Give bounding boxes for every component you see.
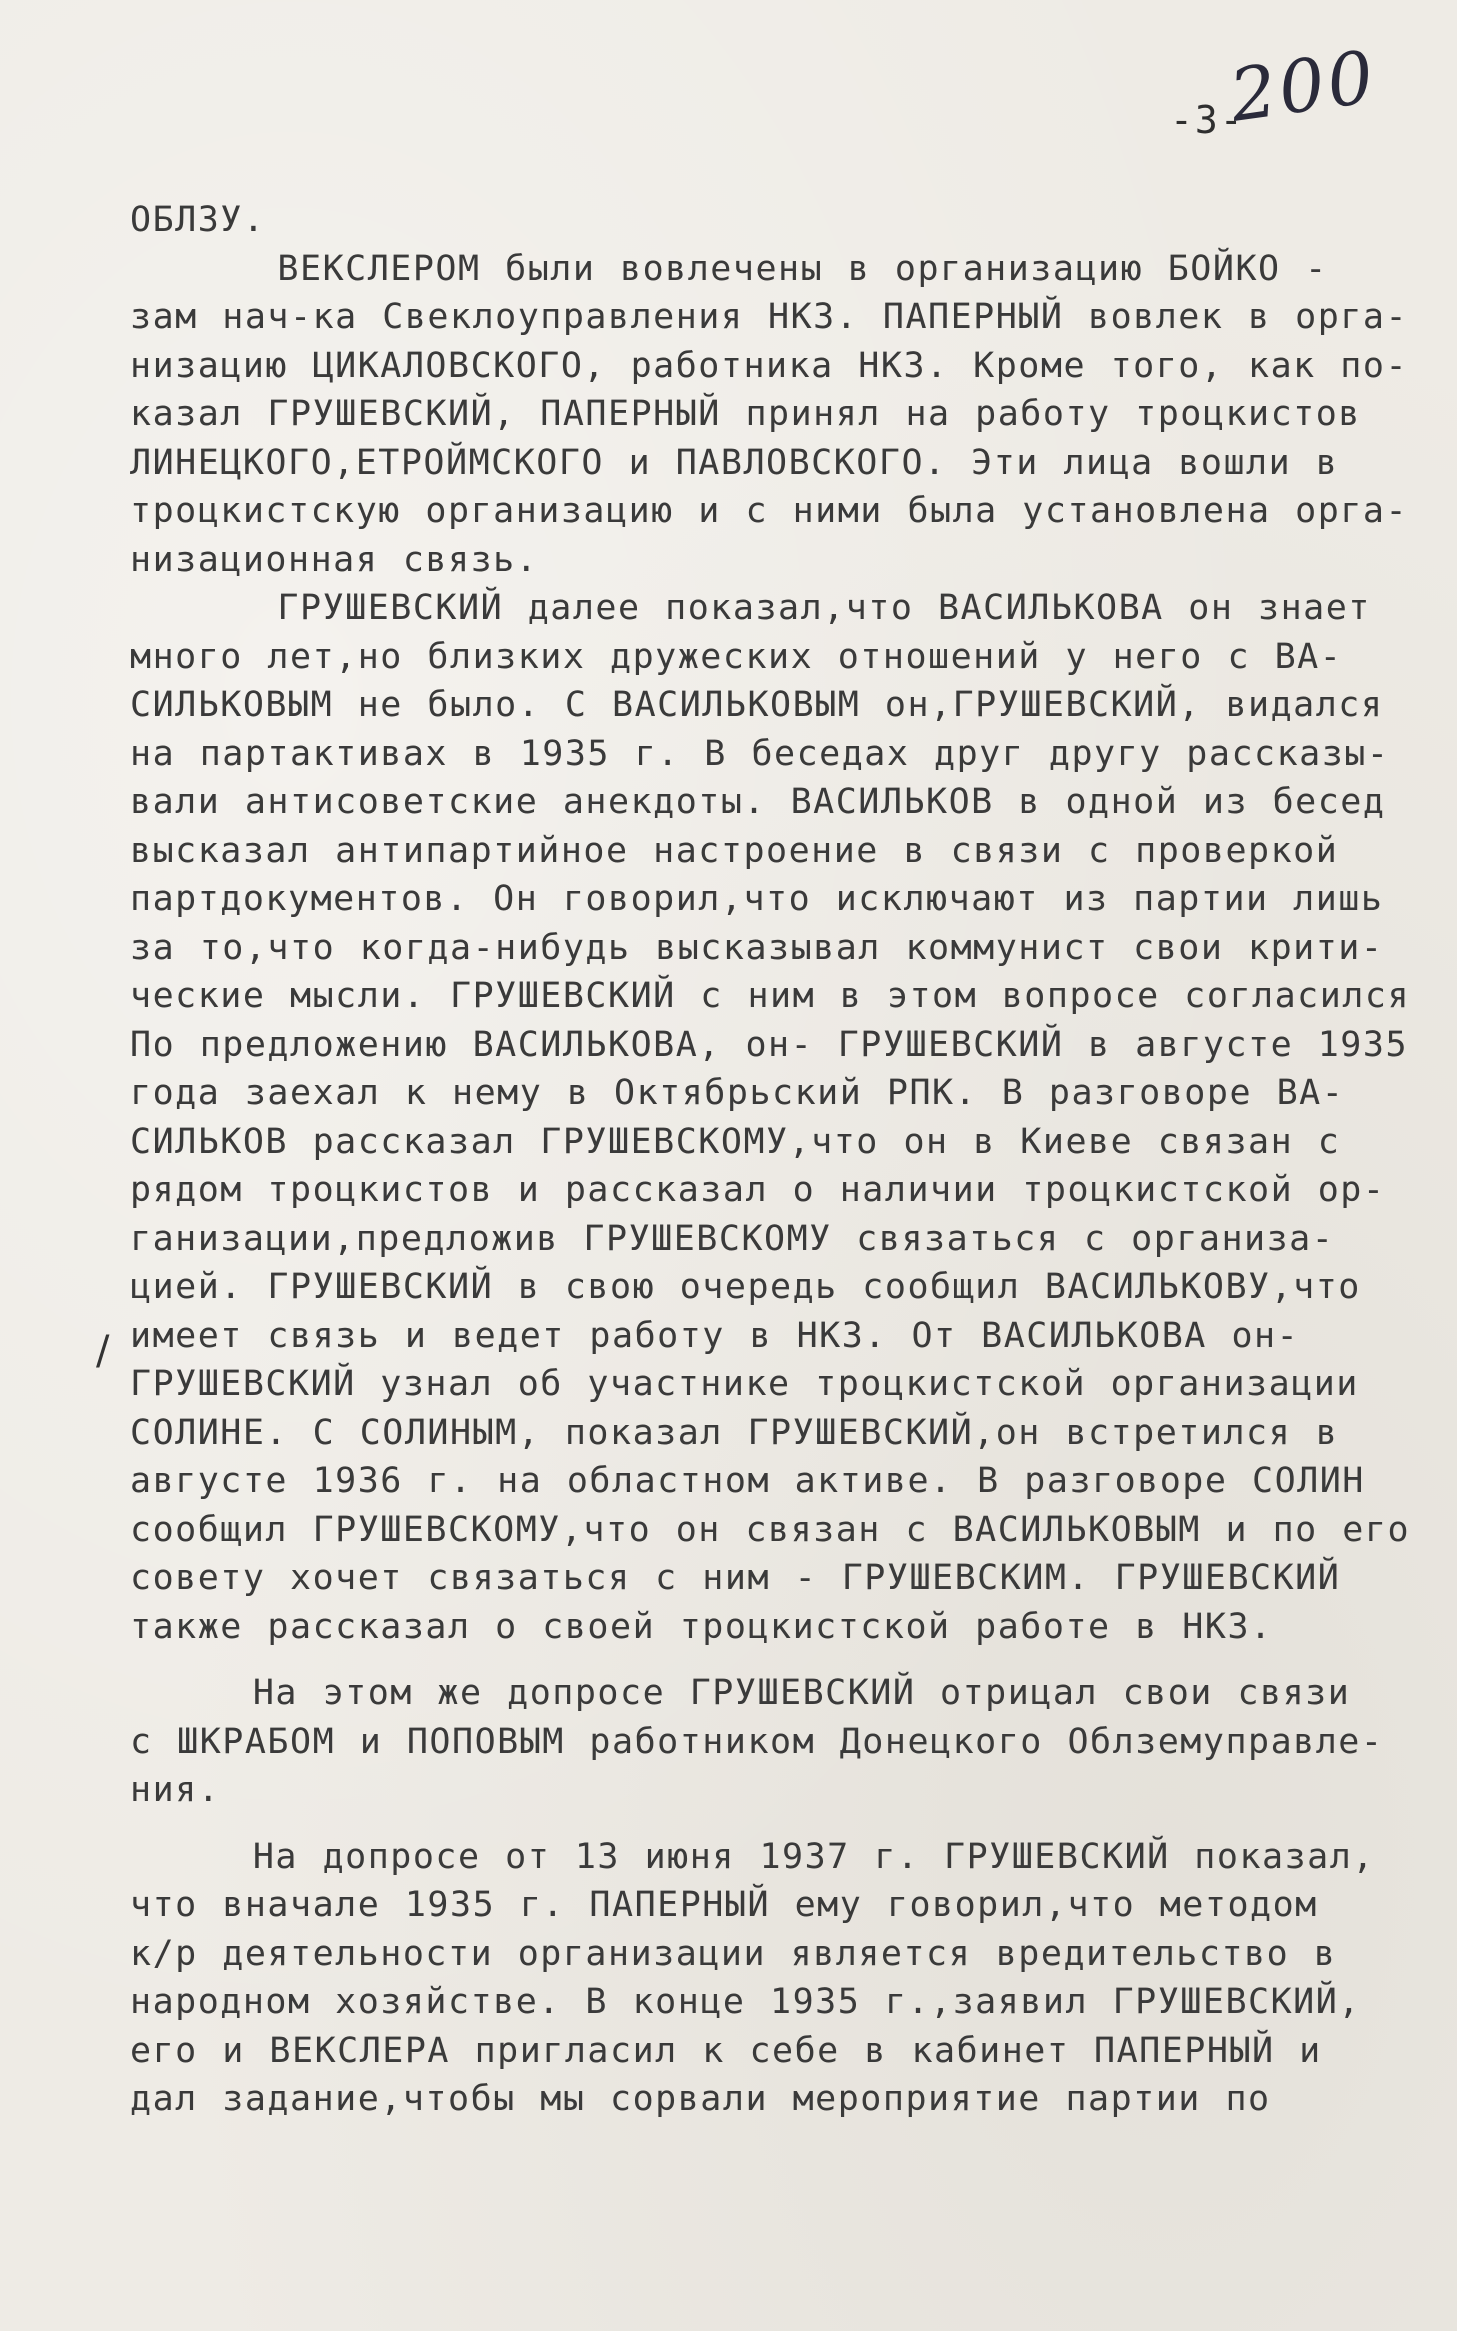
text-line: народном хозяйстве. В конце 1935 г.,заявил ГРУШЕВСКИЙ, (130, 1982, 1361, 2022)
margin-mark: / (96, 1328, 110, 1374)
text-line: дал задание,чтобы мы сорвали мероприятие партии по (130, 2079, 1271, 2119)
text-line: троцкистскую организацию и с ними была установлена орга- (130, 491, 1409, 531)
text-line: СИЛЬКОВ рассказал ГРУШЕВСКОМУ,что он в Киеве связан с (130, 1121, 1341, 1162)
text-line: ВЕКСЛЕРОМ были вовлечены в организацию БОЙКО - (130, 248, 1328, 289)
text-line: ГРУШЕВСКИЙ далее показал,что ВАСИЛЬКОВА он знает (130, 588, 1371, 628)
text-line: совету хочет связаться с ним - ГРУШЕВСКИМ. ГРУШЕВСКИЙ (130, 1558, 1341, 1598)
text-line: низационная связь. (130, 539, 539, 580)
text-line: цией. ГРУШЕВСКИЙ в свою очередь сообщил ВАСИЛЬКОВУ,что (130, 1267, 1361, 1307)
text-line: ния. (130, 1770, 221, 1810)
text-line: СОЛИНЕ. С СОЛИНЫМ, показал ГРУШЕВСКИЙ,он встретился в (130, 1412, 1339, 1453)
text-line: с ШКРАБОМ и ПОПОВЫМ работником Донецкого Облземуправле- (130, 1721, 1384, 1762)
paragraph-gap (130, 1815, 1450, 1833)
text-line: зам нач-ка Свеклоуправления НКЗ. ПАПЕРНЫЙ вовлек в орга- (130, 297, 1409, 337)
text-line: к/р деятельности организации является вредительство в (130, 1933, 1337, 1974)
text-line: на партактивах в 1935 г. В беседах друг другу рассказы- (130, 733, 1390, 774)
handwritten-page-number: 200 (1224, 34, 1382, 138)
text-line: партдокументов. Он говорил,что исключают из партии лишь (130, 879, 1384, 919)
paragraph-gap (130, 1651, 1450, 1669)
text-line: На допросе от 13 июня 1937 г. ГРУШЕВСКИЙ показал, (130, 1836, 1375, 1877)
text-line: августе 1936 г. на областном активе. В разговоре СОЛИН (130, 1461, 1365, 1501)
text-line: вали антисоветские анекдоты. ВАСИЛЬКОВ в одной из бесед (130, 782, 1386, 822)
typewritten-body (130, 196, 1450, 2124)
text-line: что вначале 1935 г. ПАПЕРНЫЙ ему говорил,что методом (130, 1885, 1318, 1925)
text-line: ческие мысли. ГРУШЕВСКИЙ с ним в этом вопросе согласился (130, 976, 1411, 1016)
text-line: По предложению ВАСИЛЬКОВА, он- ГРУШЕВСКИЙ в августе 1935 (130, 1024, 1409, 1065)
text-line: также рассказал о своей троцкистской работе в НКЗ. (130, 1606, 1273, 1647)
text-line: ганизации,предложив ГРУШЕВСКОМУ связаться с организа- (130, 1218, 1335, 1259)
text-line: низацию ЦИКАЛОВСКОГО, работника НКЗ. Кроме того, как по- (130, 345, 1409, 386)
text-line: высказал антипартийное настроение в связи с проверкой (130, 830, 1339, 871)
text-line: рядом троцкистов и рассказал о наличии троцкистской ор- (130, 1170, 1386, 1210)
text-line: казал ГРУШЕВСКИЙ, ПАПЕРНЫЙ принял на работу троцкистов (130, 394, 1361, 434)
text-line: ОБЛЗУ. (130, 200, 266, 240)
text-line: года заехал к нему в Октябрьский РПК. В разговоре ВА- (130, 1073, 1345, 1113)
text-line: за то,что когда-нибудь высказывал коммунист свои крити- (130, 927, 1384, 968)
text-line: имеет связь и ведет работу в НКЗ. От ВАСИЛЬКОВА он- (130, 1315, 1300, 1356)
text-line: много лет,но близких дружеских отношений у него с ВА- (130, 636, 1343, 677)
text-line: сообщил ГРУШЕВСКОМУ,что он связан с ВАСИЛЬКОВЫМ и по его (130, 1509, 1411, 1550)
typed-page-number: -3- (1170, 98, 1245, 142)
text-line: его и ВЕКСЛЕРА пригласил к себе в кабинет ПАПЕРНЫЙ и (130, 2030, 1322, 2071)
text-line: ЛИНЕЦКОГО,ЕТРОЙМСКОГО и ПАВЛОВСКОГО. Эти лица вошли в (130, 442, 1339, 483)
text-line: СИЛЬКОВЫМ не было. С ВАСИЛЬКОВЫМ он,ГРУШЕВСКИЙ, видался (130, 685, 1384, 725)
text-line: ГРУШЕВСКИЙ узнал об участнике троцкистской организации (130, 1364, 1359, 1404)
text-line: На этом же допросе ГРУШЕВСКИЙ отрицал свои связи (130, 1673, 1351, 1713)
